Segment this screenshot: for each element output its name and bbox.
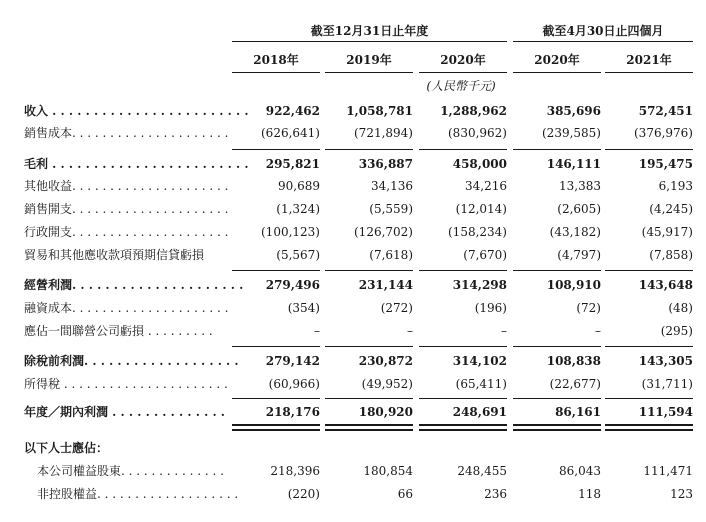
row-value: (721,894) [354, 126, 413, 140]
attribution-heading: 以下人士應佔： [24, 441, 109, 455]
row-value: – [501, 324, 507, 338]
subtotal-rule [325, 398, 413, 399]
row-value: 230,872 [358, 354, 413, 368]
row-value: (626,641) [261, 126, 320, 140]
row-value: 922,462 [265, 104, 320, 118]
table-row-income-tax [0, 374, 706, 394]
row-label: 所得稅 . . . . . . . . . . . . . . . . . . . . . . [24, 377, 228, 391]
row-value: 86,161 [555, 405, 601, 419]
row-value: 248,691 [452, 405, 507, 419]
row-value: 143,305 [638, 354, 693, 368]
row-value: 279,496 [265, 278, 320, 292]
row-label: 貿易和其他應收款項預期信貸虧損 [24, 248, 205, 262]
subtotal-rule [605, 398, 693, 399]
row-label: 其他收益. . . . . . . . . . . . . . . . . . . . . [24, 179, 229, 193]
row-value: (295) [660, 324, 693, 338]
row-value: 108,838 [546, 354, 601, 368]
row-value: (4,245) [649, 202, 693, 216]
table-row-other-income [0, 176, 706, 196]
row-value: 34,216 [465, 179, 507, 193]
table-row-profit-before-tax [0, 351, 706, 371]
total-double-rule [513, 424, 601, 426]
row-value: 111,594 [638, 405, 693, 419]
row-value: 13,383 [559, 179, 601, 193]
row-value: 295,821 [265, 157, 320, 171]
row-value: 90,689 [278, 179, 320, 193]
total-double-rule [232, 429, 320, 431]
subtotal-rule [325, 149, 413, 150]
table-row-profit-for-period [0, 402, 706, 422]
row-value: 231,144 [358, 278, 413, 292]
subtotal-rule [419, 346, 507, 347]
subtotal-rule [513, 398, 601, 399]
table-row-non-controlling-interests [0, 484, 706, 504]
row-value: 218,396 [270, 464, 320, 478]
row-value: (31,711) [641, 377, 693, 391]
year-rule [325, 72, 413, 73]
year-header: 2018年 [253, 53, 299, 67]
row-value: (5,567) [276, 248, 320, 262]
row-value: (100,123) [261, 225, 320, 239]
table-row-cost-of-sales [0, 123, 706, 143]
subtotal-rule [232, 270, 320, 271]
row-label: 行政開支. . . . . . . . . . . . . . . . . . . . . [24, 225, 229, 239]
row-value: (220) [287, 487, 320, 501]
subtotal-rule [605, 270, 693, 271]
total-double-rule [513, 429, 601, 431]
row-value: 1,288,962 [440, 104, 507, 118]
row-value: (239,585) [542, 126, 601, 140]
row-value: 180,920 [358, 405, 413, 419]
header-group-four-months: 截至4月30日止四個月 [542, 24, 664, 38]
row-value: (2,605) [557, 202, 601, 216]
row-label: 銷售開支. . . . . . . . . . . . . . . . . . . . . [24, 202, 229, 216]
row-value: 279,142 [265, 354, 320, 368]
year-header: 2019年 [346, 53, 392, 67]
row-value: (48) [668, 301, 693, 315]
subtotal-rule [232, 398, 320, 399]
row-value: 314,298 [452, 278, 507, 292]
row-value: (12,014) [455, 202, 507, 216]
row-value: (196) [474, 301, 507, 315]
row-label: 經營利潤. . . . . . . . . . . . . . . . . . . . . [24, 278, 244, 292]
row-value: (1,324) [276, 202, 320, 216]
header-group-rule-four-months [513, 41, 693, 42]
total-double-rule [325, 424, 413, 426]
subtotal-rule [232, 346, 320, 347]
row-value: (4,797) [557, 248, 601, 262]
table-row-revenue [0, 101, 706, 121]
row-label: 收入 . . . . . . . . . . . . . . . . . . . . . . . . [24, 104, 249, 118]
row-value: (72) [576, 301, 601, 315]
subtotal-rule [605, 149, 693, 150]
subtotal-rule [325, 270, 413, 271]
row-value: 236 [484, 487, 507, 501]
table-row-finance-costs [0, 298, 706, 318]
row-value: (65,411) [455, 377, 507, 391]
header-group-year-end: 截至12月31日止年度 [310, 24, 429, 38]
subtotal-rule [419, 270, 507, 271]
row-value: – [314, 324, 320, 338]
row-value: 118 [578, 487, 601, 501]
total-double-rule [419, 429, 507, 431]
row-value: (376,976) [634, 126, 693, 140]
subtotal-rule [232, 149, 320, 150]
table-row-operating-profit [0, 275, 706, 295]
table-row-share-of-associate-loss [0, 321, 706, 341]
row-value: (43,182) [549, 225, 601, 239]
row-label: 非控股權益. . . . . . . . . . . . . . . . . . . [37, 487, 239, 501]
row-value: 6,193 [658, 179, 693, 193]
row-value: (354) [287, 301, 320, 315]
row-value: 248,455 [457, 464, 507, 478]
subtotal-rule [605, 346, 693, 347]
row-label: 應佔一間聯營公司虧損 . . . . . . . . . [24, 324, 213, 338]
row-value: (49,952) [361, 377, 413, 391]
row-value: 143,648 [638, 278, 693, 292]
row-value: – [407, 324, 413, 338]
row-label: 除稅前利潤. . . . . . . . . . . . . . . . . . . [24, 354, 239, 368]
unit-label: (人民幣千元) [426, 79, 496, 93]
row-value: 218,176 [265, 405, 320, 419]
table-row-gross-profit [0, 154, 706, 174]
row-value: (7,670) [463, 248, 507, 262]
subtotal-rule [513, 270, 601, 271]
row-value: (158,234) [448, 225, 507, 239]
row-value: 180,854 [363, 464, 413, 478]
row-value: 1,058,781 [346, 104, 413, 118]
row-value: 572,451 [638, 104, 693, 118]
row-value: 458,000 [452, 157, 507, 171]
year-rule [419, 72, 507, 73]
table-row-selling-expenses [0, 199, 706, 219]
subtotal-rule [513, 149, 601, 150]
total-double-rule [419, 424, 507, 426]
row-value: (60,966) [268, 377, 320, 391]
row-value: (126,702) [354, 225, 413, 239]
row-value: 385,696 [546, 104, 601, 118]
row-value: (272) [380, 301, 413, 315]
row-value: (22,677) [549, 377, 601, 391]
year-header: 2020年 [534, 53, 580, 67]
row-label: 年度／期內利潤 . . . . . . . . . . . . . . [24, 405, 225, 419]
row-value: 336,887 [358, 157, 413, 171]
header-group-rule-year-end [232, 41, 507, 42]
row-label: 銷售成本. . . . . . . . . . . . . . . . . . . . . [24, 126, 229, 140]
table-row-admin-expenses [0, 222, 706, 242]
row-value: 108,910 [546, 278, 601, 292]
subtotal-rule [419, 398, 507, 399]
row-value: 111,471 [643, 464, 693, 478]
row-value: 195,475 [638, 157, 693, 171]
row-value: (5,559) [369, 202, 413, 216]
row-value: 314,102 [452, 354, 507, 368]
row-value: 146,111 [546, 157, 601, 171]
year-header: 2020年 [440, 53, 486, 67]
year-rule [605, 72, 693, 73]
subtotal-rule [513, 346, 601, 347]
row-value: – [595, 324, 601, 338]
year-header: 2021年 [626, 53, 672, 67]
subtotal-rule [325, 346, 413, 347]
row-value: 34,136 [371, 179, 413, 193]
subtotal-rule [419, 149, 507, 150]
row-value: (45,917) [641, 225, 693, 239]
total-double-rule [325, 429, 413, 431]
total-double-rule [605, 429, 693, 431]
row-value: (7,858) [649, 248, 693, 262]
row-value: (830,962) [448, 126, 507, 140]
total-double-rule [605, 424, 693, 426]
row-value: 123 [670, 487, 693, 501]
row-value: 86,043 [559, 464, 601, 478]
row-label: 毛利 . . . . . . . . . . . . . . . . . . . . . . . . [24, 157, 249, 171]
table-row-equity-shareholders [0, 461, 706, 481]
year-rule [513, 72, 601, 73]
row-value: (7,618) [369, 248, 413, 262]
table-row-expected-credit-loss [0, 245, 706, 265]
total-double-rule [232, 424, 320, 426]
row-label: 本公司權益股東. . . . . . . . . . . . . . [37, 464, 224, 478]
year-rule [232, 72, 320, 73]
row-label: 融資成本. . . . . . . . . . . . . . . . . . . . . [24, 301, 229, 315]
row-value: 66 [397, 487, 413, 501]
